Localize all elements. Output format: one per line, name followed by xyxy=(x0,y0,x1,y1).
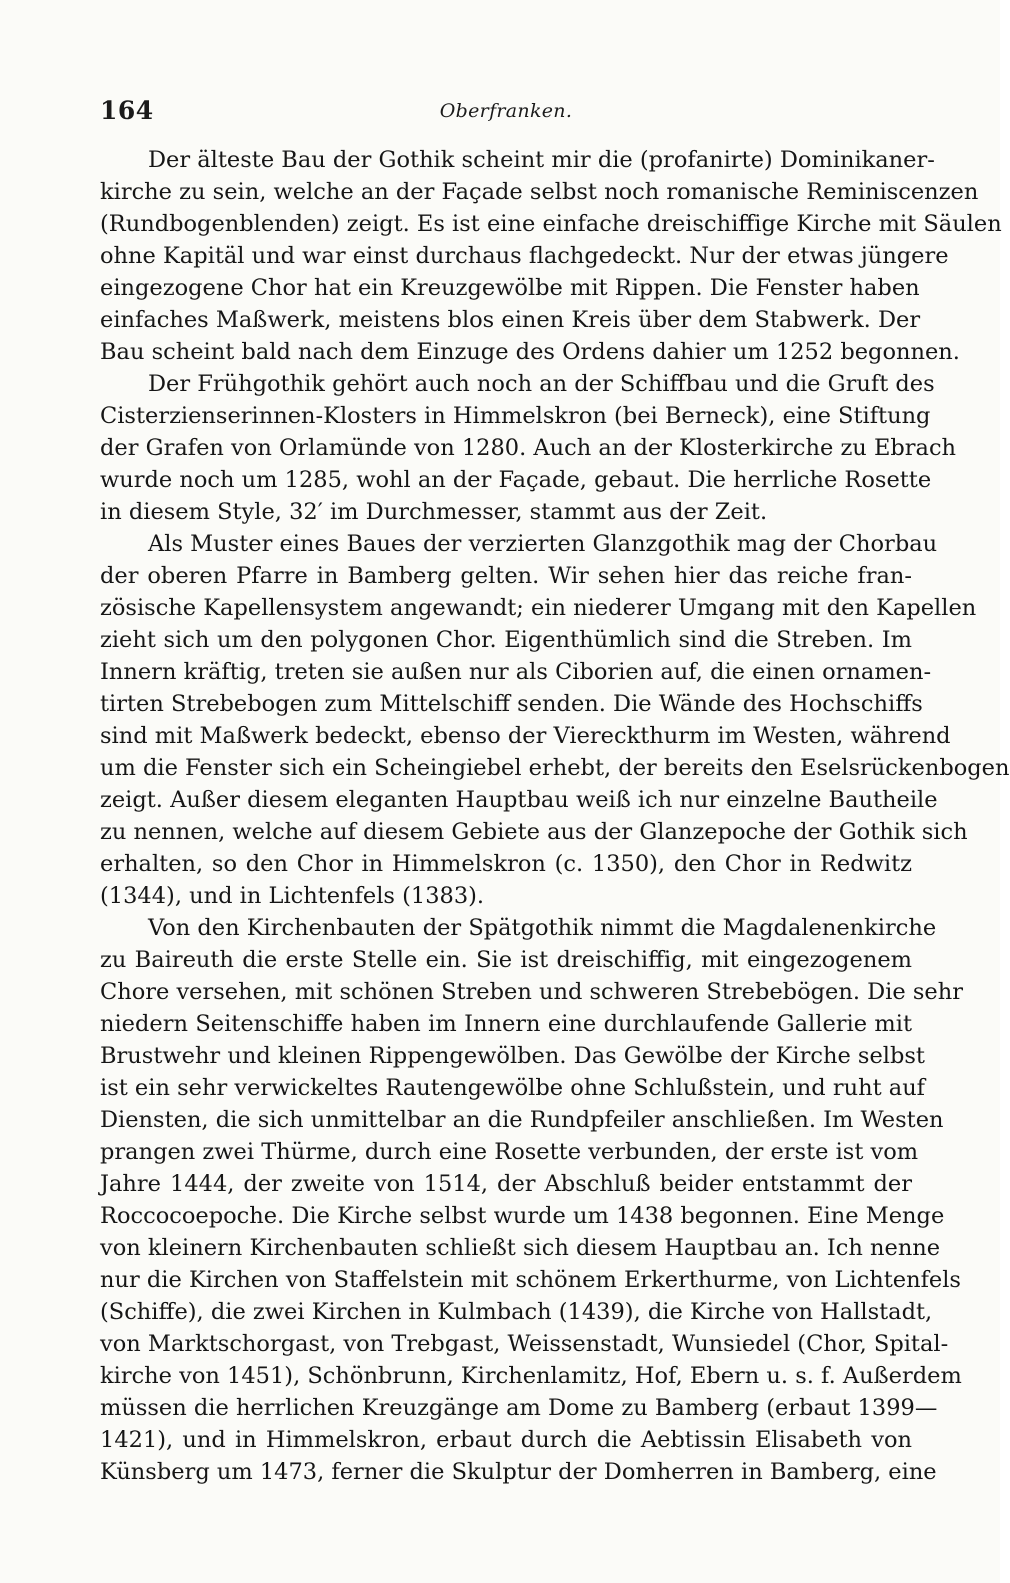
text-line: kirche zu sein, welche an der Façade selbst noch romanische Reminiscenzen xyxy=(100,179,979,205)
text-line: Innern kräftig, treten sie außen nur als Ciborien auf, die einen ornamen- xyxy=(100,659,932,685)
running-head: Oberfranken. xyxy=(439,100,573,122)
body-text xyxy=(100,144,1010,1488)
text-line: ist ein sehr verwickeltes Rautengewölbe ohne Schlußstein, und ruht auf xyxy=(100,1075,926,1101)
text-line: Bau scheint bald nach dem Einzuge des Ordens dahier um 1252 begonnen. xyxy=(100,339,960,365)
text-line: von kleinern Kirchenbauten schließt sich diesem Hauptbau an. Ich nenne xyxy=(100,1235,941,1261)
text-line: ohne Kapitäl und war einst durchaus flachgedeckt. Nur der etwas jüngere xyxy=(100,243,949,269)
text-line: eingezogene Chor hat ein Kreuzgewölbe mit Rippen. Die Fenster haben xyxy=(100,275,920,301)
text-line: Der Frühgothik gehört auch noch an der Schiffbau und die Gruft des xyxy=(148,371,935,397)
page-header xyxy=(100,96,912,136)
text-line: tirten Strebebogen zum Mittelschiff senden. Die Wände des Hochschiffs xyxy=(100,691,923,717)
text-line: (1344), und in Lichtenfels (1383). xyxy=(100,883,485,909)
text-line: Jahre 1444, der zweite von 1514, der Abschluß beider entstammt der xyxy=(100,1171,912,1197)
text-line: zeigt. Außer diesem eleganten Hauptbau weiß ich nur einzelne Bautheile xyxy=(100,787,938,813)
text-line: zu Baireuth die erste Stelle ein. Sie ist dreischiffig, mit eingezogenem xyxy=(100,947,912,973)
page-number: 164 xyxy=(100,96,154,125)
text-line: kirche von 1451), Schönbrunn, Kirchenlamitz, Hof, Ebern u. s. f. Außerdem xyxy=(100,1363,962,1389)
text-line: zieht sich um den polygonen Chor. Eigenthümlich sind die Streben. Im xyxy=(100,627,912,653)
text-line: Als Muster eines Baues der verzierten Glanzgothik mag der Chorbau xyxy=(148,531,938,557)
text-line: sind mit Maßwerk bedeckt, ebenso der Viereckthurm im Westen, während xyxy=(100,723,951,749)
text-line: um die Fenster sich ein Scheingiebel erhebt, der bereits den Eselsrückenbogen xyxy=(100,755,1010,781)
text-line: Chore versehen, mit schönen Streben und schweren Strebebögen. Die sehr xyxy=(100,979,963,1005)
text-line: (Schiffe), die zwei Kirchen in Kulmbach (1439), die Kirche von Hallstadt, xyxy=(100,1299,933,1325)
text-line: Roccocoepoche. Die Kirche selbst wurde um 1438 begonnen. Eine Menge xyxy=(100,1203,945,1229)
text-line: Brustwehr und kleinen Rippengewölben. Das Gewölbe der Kirche selbst xyxy=(100,1043,925,1069)
text-line: in diesem Style, 32′ im Durchmesser, stammt aus der Zeit. xyxy=(100,499,768,525)
text-line: (Rundbogenblenden) zeigt. Es ist eine einfache dreischiffige Kirche mit Säulen xyxy=(100,211,1002,237)
text-line: 1421), und in Himmelskron, erbaut durch die Aebtissin Elisabeth von xyxy=(100,1427,912,1453)
text-line: zösische Kapellensystem angewandt; ein niederer Umgang mit den Kapellen xyxy=(100,595,977,621)
text-line: der oberen Pfarre in Bamberg gelten. Wir sehen hier das reiche fran- xyxy=(100,563,912,589)
text-line: nur die Kirchen von Staffelstein mit schönem Erkerthurme, von Lichtenfels xyxy=(100,1267,961,1293)
text-line: Diensten, die sich unmittelbar an die Rundpfeiler anschließen. Im Westen xyxy=(100,1107,944,1133)
text-line: erhalten, so den Chor in Himmelskron (c. 1350), den Chor in Redwitz xyxy=(100,851,912,877)
text-line: einfaches Maßwerk, meistens blos einen Kreis über dem Stabwerk. Der xyxy=(100,307,921,333)
text-line: wurde noch um 1285, wohl an der Façade, gebaut. Die herrliche Rosette xyxy=(100,467,932,493)
text-line: prangen zwei Thürme, durch eine Rosette verbunden, der erste ist vom xyxy=(100,1139,919,1165)
text-line: von Marktschorgast, von Trebgast, Weissenstadt, Wunsiedel (Chor, Spital- xyxy=(100,1331,949,1357)
text-line: Künsberg um 1473, ferner die Skulptur der Domherren in Bamberg, eine xyxy=(100,1459,937,1485)
text-line: zu nennen, welche auf diesem Gebiete aus der Glanzepoche der Gothik sich xyxy=(100,819,968,845)
text-line: Der älteste Bau der Gothik scheint mir die (profanirte) Dominikaner- xyxy=(148,147,935,173)
text-line: müssen die herrlichen Kreuzgänge am Dome zu Bamberg (erbaut 1399— xyxy=(100,1395,938,1421)
text-line: der Grafen von Orlamünde von 1280. Auch an der Klosterkirche zu Ebrach xyxy=(100,435,957,461)
text-line: niedern Seitenschiffe haben im Innern eine durchlaufende Gallerie mit xyxy=(100,1011,912,1037)
text-line: Von den Kirchenbauten der Spätgothik nimmt die Magdalenenkirche xyxy=(148,915,937,941)
text-line: Cisterzienserinnen-Klosters in Himmelskron (bei Berneck), eine Stiftung xyxy=(100,403,931,429)
